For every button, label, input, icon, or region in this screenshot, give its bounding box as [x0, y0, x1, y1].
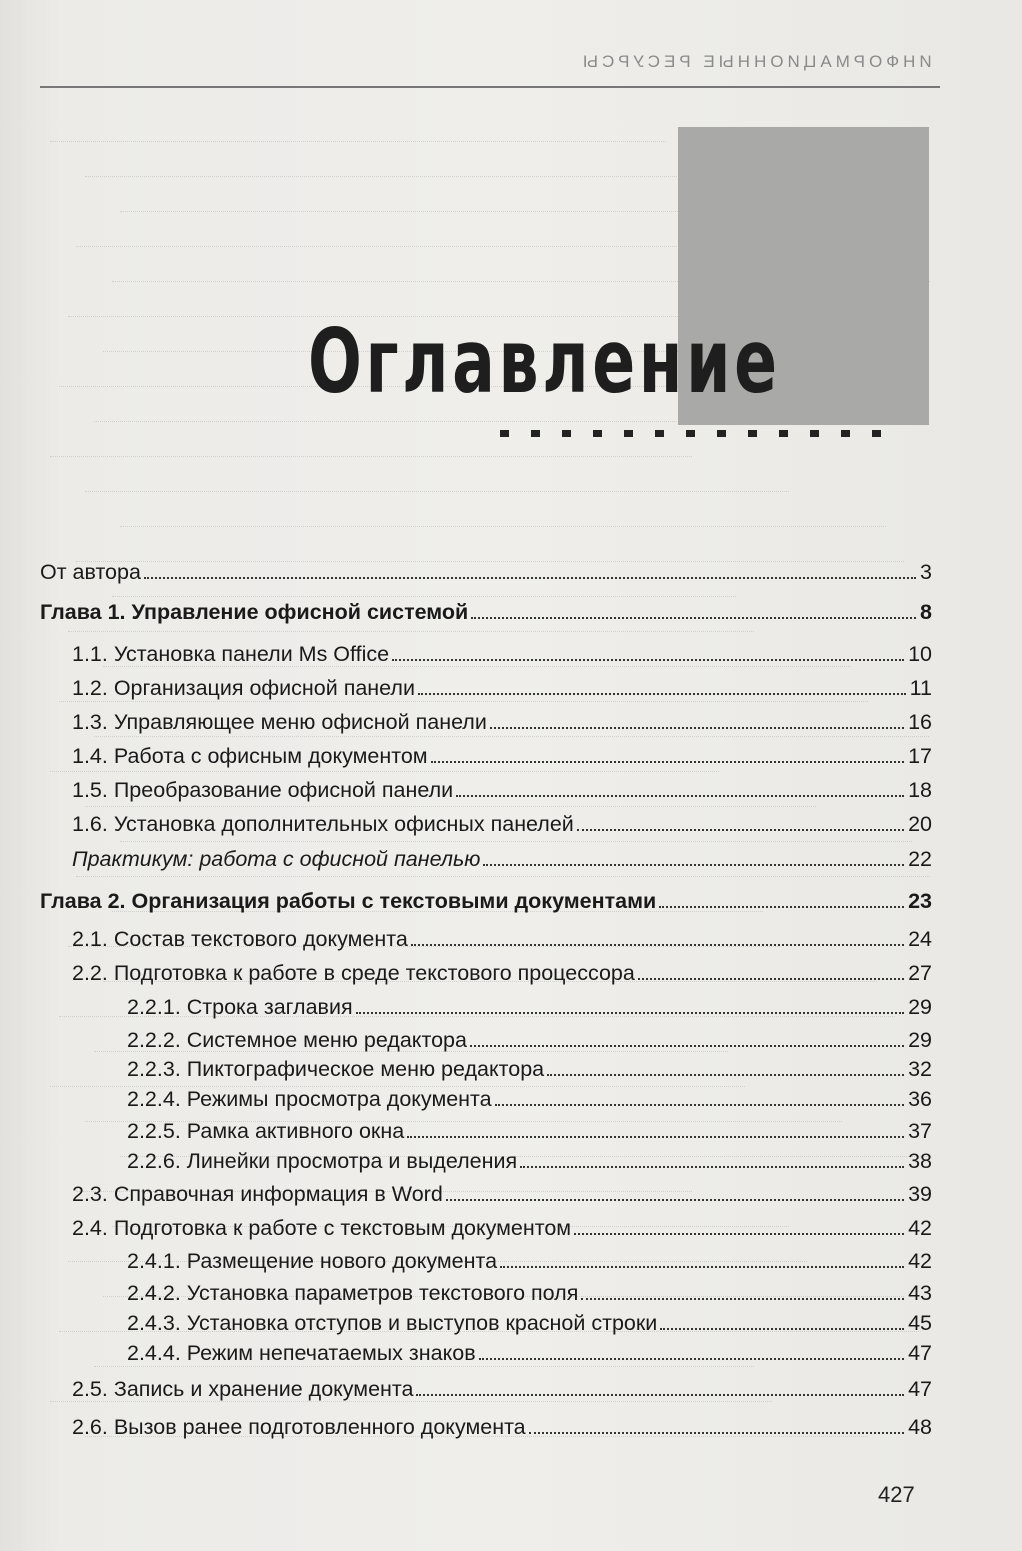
dot-leader: [416, 1394, 904, 1396]
toc-entry[interactable]: [72, 959, 932, 987]
bleedthrough-line: [85, 145, 763, 177]
toc-entry[interactable]: [72, 1375, 932, 1403]
toc-entry[interactable]: [40, 887, 932, 915]
title-dot: [717, 430, 726, 437]
title-dot: [593, 430, 602, 437]
title-dot: [624, 430, 633, 437]
title-dot-row: [500, 430, 881, 440]
toc-entry-page: 37: [908, 1119, 932, 1143]
title-dot: [810, 430, 819, 437]
toc-entry-page: 8: [920, 600, 932, 624]
dot-leader: [581, 1298, 904, 1300]
title-dot: [748, 430, 757, 437]
toc-entry-page: 36: [908, 1087, 932, 1111]
toc-entry-label: 1.1. Установка панели Ms Office: [72, 642, 390, 666]
toc-entry[interactable]: [72, 674, 932, 702]
header-rule: [40, 86, 940, 88]
toc-entry[interactable]: [72, 1214, 932, 1242]
dot-leader: [470, 1045, 904, 1047]
bleedthrough-line: [50, 110, 666, 142]
toc-entry-label: 2.1. Состав текстового документа: [72, 927, 408, 951]
bleedthrough-line: [120, 1440, 930, 1460]
toc-entry[interactable]: [127, 1339, 932, 1367]
bleedthrough-line: [120, 495, 886, 527]
toc-entry[interactable]: [72, 1413, 932, 1441]
toc-entry-label: 2.4.1. Размещение нового документа: [127, 1249, 498, 1273]
dot-leader: [144, 577, 916, 579]
title-dot: [500, 430, 509, 437]
toc-entry-page: 32: [908, 1057, 932, 1081]
toc-entry-label: Глава 1. Управление офисной системой: [40, 600, 469, 624]
toc-entry-page: 47: [908, 1341, 932, 1365]
toc-entry-label: 2.4. Подготовка к работе с текстовым документом: [72, 1216, 572, 1240]
toc-entry-page: 22: [908, 847, 932, 871]
toc-entry-page: 45: [908, 1311, 932, 1335]
toc-entry-page: 43: [908, 1281, 932, 1305]
toc-entry-page: 18: [908, 778, 932, 802]
dot-leader: [392, 659, 904, 661]
toc-entry[interactable]: [127, 993, 932, 1021]
dot-leader: [471, 617, 916, 619]
title-dot: [841, 430, 850, 437]
title-dot: [686, 430, 695, 437]
dot-leader: [574, 1233, 904, 1235]
toc-entry-label: 2.4.4. Режим непечатаемых знаков: [127, 1341, 476, 1365]
page-number: 427: [878, 1482, 915, 1507]
toc-entry-page: 42: [908, 1249, 932, 1273]
dot-leader: [520, 1166, 904, 1168]
toc-entry-label: 1.5. Преобразование офисной панели: [72, 778, 454, 802]
toc-entry-page: 27: [908, 961, 932, 985]
toc-entry-page: 20: [908, 812, 932, 836]
toc-entry[interactable]: [127, 1247, 932, 1275]
dot-leader: [500, 1266, 904, 1268]
toc-entry[interactable]: [127, 1279, 932, 1307]
dot-leader: [638, 978, 904, 980]
toc-entry-label: 2.4.2. Установка параметров текстового поля: [127, 1281, 579, 1305]
title-dot: [872, 430, 881, 437]
dot-leader: [418, 693, 906, 695]
toc-entry-label: 2.5. Запись и хранение документа: [72, 1377, 414, 1401]
toc-entry-label: 2.2.4. Режимы просмотра документа: [127, 1087, 492, 1111]
dot-leader: [495, 1104, 904, 1106]
dot-leader: [407, 1136, 904, 1138]
toc-entry[interactable]: [72, 845, 932, 873]
toc-entry-label: 2.2.1. Строка заглавия: [127, 995, 353, 1019]
toc-entry-page: 17: [908, 744, 932, 768]
toc-entry[interactable]: [72, 925, 932, 953]
toc-entry-page: 39: [908, 1182, 932, 1206]
dot-leader: [577, 829, 904, 831]
toc-entry[interactable]: [40, 558, 932, 586]
toc-entry[interactable]: [127, 1147, 932, 1175]
toc-entry-label: Глава 2. Организация работы с текстовыми документами: [40, 889, 657, 913]
toc-entry-page: 29: [908, 1028, 932, 1052]
dot-leader: [479, 1358, 904, 1360]
toc-entry-page: 16: [908, 710, 932, 734]
dot-leader: [431, 761, 904, 763]
toc-entry[interactable]: [72, 708, 932, 736]
toc-entry-page: 11: [909, 676, 932, 700]
toc-entry-label: 2.2. Подготовка к работе в среде текстового процессора: [72, 961, 635, 985]
toc-entry-page: 38: [908, 1149, 932, 1173]
toc-entry[interactable]: [127, 1309, 932, 1337]
toc-entry-page: 10: [908, 642, 932, 666]
toc-entry-label: 2.4.3. Установка отступов и выступов красной строки: [127, 1311, 658, 1335]
toc-entry[interactable]: [127, 1117, 932, 1145]
toc-entry-page: 23: [908, 889, 932, 913]
toc-entry[interactable]: [72, 640, 932, 668]
toc-entry-page: 3: [920, 560, 932, 584]
toc-entry-label: 2.3. Справочная информация в Word: [72, 1182, 443, 1206]
toc-entry[interactable]: [72, 810, 932, 838]
dot-leader: [483, 864, 904, 866]
toc-entry-page: 24: [908, 927, 932, 951]
toc-entry-label: 2.2.6. Линейки просмотра и выделения: [127, 1149, 518, 1173]
dot-leader: [529, 1432, 904, 1434]
toc-entry-page: 42: [908, 1216, 932, 1240]
toc-entry[interactable]: [72, 742, 932, 770]
toc-entry-page: 48: [908, 1415, 932, 1439]
dot-leader: [446, 1199, 904, 1201]
toc-entry[interactable]: [40, 598, 932, 626]
title-dot: [562, 430, 571, 437]
page-title: Оглавление: [308, 310, 781, 413]
toc-entry[interactable]: [72, 1180, 932, 1208]
dot-leader: [356, 1012, 904, 1014]
toc-entry-label: 2.2.5. Рамка активного окна: [127, 1119, 405, 1143]
dot-leader: [547, 1074, 904, 1076]
title-dot: [531, 430, 540, 437]
toc-entry-label: 1.2. Организация офисной панели: [72, 676, 415, 700]
toc-entry-label: 1.4. Работа с офисным документом: [72, 744, 428, 768]
toc-entry-label: 2.2.3. Пиктографическое меню редактора: [127, 1057, 545, 1081]
running-head-bleedthrough: ИНФОРМАЦИОННЫЕ РЕСУРСЫ: [579, 52, 932, 71]
toc-entry-label: 2.6. Вызов ранее подготовленного документа: [72, 1415, 526, 1439]
dot-leader: [659, 906, 904, 908]
dot-leader: [660, 1328, 904, 1330]
toc-entry[interactable]: [127, 1055, 932, 1083]
toc-entry-page: 29: [908, 995, 932, 1019]
toc-entry-label: Практикум: работа с офисной панелью: [72, 847, 481, 871]
toc-entry[interactable]: [72, 776, 932, 804]
title-dot: [779, 430, 788, 437]
toc-entry[interactable]: [127, 1085, 932, 1113]
dot-leader: [490, 727, 904, 729]
dot-leader: [456, 795, 904, 797]
toc-entry[interactable]: [127, 1026, 932, 1054]
toc-entry-page: 47: [908, 1377, 932, 1401]
toc-entry-label: От автора: [40, 560, 141, 584]
toc-entry-label: 2.2.2. Системное меню редактора: [127, 1028, 467, 1052]
dot-leader: [411, 944, 904, 946]
bleedthrough-line: [85, 460, 789, 492]
title-dot: [655, 430, 664, 437]
toc-entry-label: 1.3. Управляющее меню офисной панели: [72, 710, 487, 734]
toc-entry-label: 1.6. Установка дополнительных офисных панелей: [72, 812, 574, 836]
